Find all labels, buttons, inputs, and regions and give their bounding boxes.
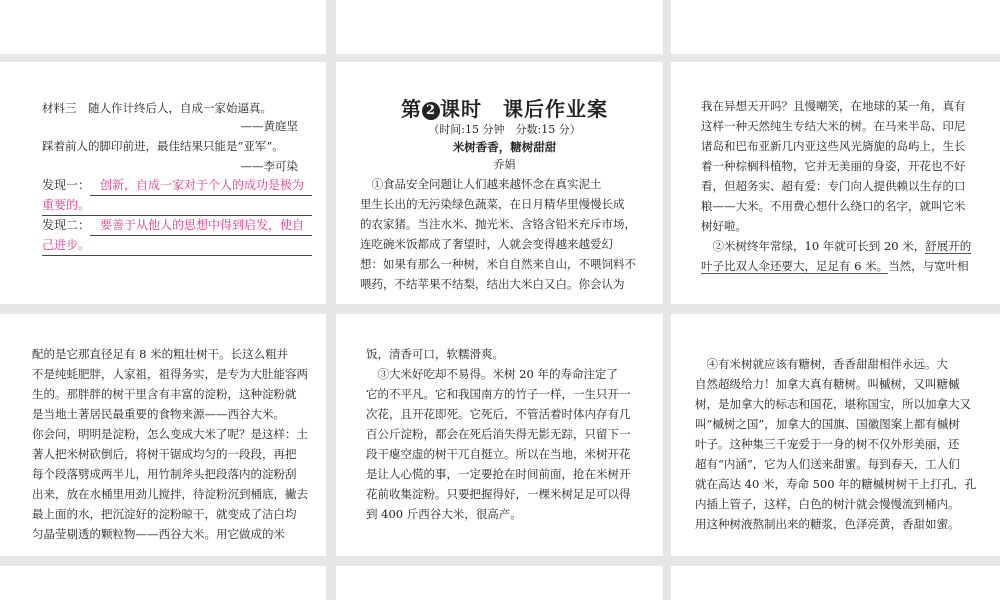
text-line: 最上面的水，把沉淀好的淀粉晾干，就变成了洁白均 (32, 507, 297, 521)
time-score-info: （时间:15 分钟 分数:15 分） (428, 123, 581, 136)
quote-source-li: ——李可染 (240, 159, 298, 173)
text-line: 花前收集淀粉。只要把握得好，一棵米树足足可以得 (366, 487, 631, 501)
text-line: 自然超级给力！加拿大真有糖树。叫槭树，又叫糖槭 (695, 377, 960, 391)
text-line: 匀晶莹剔透的颗粒物——西谷大米。用它做成的米 (32, 527, 285, 541)
text-line: 诸岛和巴布亚新几内亚这些风光旖旎的岛屿上，生长 (701, 139, 966, 153)
text-line: 著人把米树砍倒后，将树干锯成均匀的一段段，再把 (32, 447, 297, 461)
slide-thumbnail-rice-hard-to-get[interactable] (336, 314, 663, 556)
text-line: 着一种棕榈科植物，它并无美丽的身姿，开花也不好 (701, 159, 966, 173)
text-line: ④有米树就应该有糖树，香香甜甜相伴永远。大 (706, 357, 948, 371)
text-line: 它的不平凡。它和我国南方的竹子一样，一生只开一 (366, 387, 631, 401)
text-line: 超有“内涵”，它为人们送来甜蜜。每到春天，工人们 (695, 457, 960, 471)
text-line: 段干瘪空虚的树干兀自挺立。所以在当地，米树开花 (366, 447, 631, 461)
text-line: 饭，清香可口，软糯滑爽。 (366, 347, 504, 361)
article-author: 乔娟 (493, 158, 516, 171)
finding-one-cont (42, 196, 312, 216)
text-line: 这样一种天然纯生专结大米的树。在马来半岛、印尼 (701, 119, 966, 133)
slide-thumbnail-rice-tree-intro[interactable] (671, 62, 1000, 304)
quote-source-huang: ——黄庭坚 (240, 119, 298, 133)
slide-thumbnail-bottom-strip-2[interactable] (336, 566, 663, 600)
finding-two (42, 216, 312, 236)
material-quote-line: 材料三 随人作计终后人，自成一家始逼真。 (42, 101, 272, 115)
text-line: 树好啦。 (701, 219, 747, 233)
title-suffix: 课时 课后作业案 (440, 97, 608, 121)
article-title: 米树香香，糖树甜甜 (452, 140, 557, 154)
finding-two-cont (42, 236, 312, 256)
text-line: 次花，且开花即死。它死后，不管活着时体内存有几 (366, 407, 631, 421)
text-line: 连吃碗米饭都成了奢望时，人就会变得越来越爱幻 (360, 237, 613, 251)
finding-two-label: 发现二： (42, 218, 91, 232)
text-line: 是让人心慌的事，一定要抢在时间前面，抢在米树开 (366, 467, 631, 481)
lesson-number-badge: 2 (422, 102, 440, 120)
text-line: 出来，放在水桶里用劲儿搅拌，待淀粉沉到桶底，撇去 (32, 487, 308, 501)
text-line: 每个段落劈成两半儿，用竹制斧头把段落内的淀粉刮 (32, 467, 297, 481)
text-line: 想：如果有那么一种树，米自自然来自山，不喂饲料不 (360, 257, 636, 271)
text-line: 我在异想天开吗？且慢嘲笑，在地球的某一角，真有 (701, 99, 966, 113)
slide-thumbnail-top-strip-2[interactable] (336, 0, 663, 54)
text-line: ①食品安全问题让人们越来越怀念在真实泥土 (371, 177, 602, 191)
finding-two-answer: 要善于从他人的思想中得到启发，使自 (90, 216, 312, 236)
text-line: 粮——大米。不用费心想什么绕口的名字，就叫它米 (701, 199, 966, 213)
slide-thumbnail-rice-tree-trunk[interactable] (0, 314, 326, 556)
finding-one-label: 发现一： (42, 178, 91, 192)
text-line: 是当地土著居民最重要的食物来源——西谷大米。 (32, 407, 285, 421)
slide-thumbnail-material-three[interactable] (0, 62, 326, 304)
text-line: 用这种树液熬制出来的糖浆，色泽亮黄，香甜如蜜。 (695, 517, 960, 531)
text-line (701, 236, 990, 256)
text-line: 你会问，明明是淀粉，怎么变成大米了呢？是这样：土 (32, 427, 308, 441)
text-line (701, 256, 990, 276)
text-line: ③大米好吃却不易得。米树 20 年的寿命注定了 (377, 367, 618, 381)
text-line: 就在高达 40 米，寿命 500 年的糖槭树树干上打孔，孔 (695, 477, 977, 491)
text-line: 里生长出的无污染绿色蔬菜，在日月精华里慢慢长成 (360, 197, 625, 211)
text-line: 百公斤淀粉，都会在死后消失得无影无踪，只留下一 (366, 427, 631, 441)
text-line: 喂药，不结苹果不结梨，结出大米白又白。你会认为 (360, 277, 625, 291)
text-line: 叫“槭树之国”，加拿大的国旗、国徽图案上都有槭树 (695, 417, 960, 431)
slide-thumbnail-top-strip-3[interactable] (671, 0, 1000, 54)
text-segment: 当然，与宽叶相 (888, 259, 969, 273)
text-line: 生的。那胖胖的树干里含有丰富的淀粉，这种淀粉就 (32, 387, 297, 401)
underlined-text: 舒展开的 (925, 239, 972, 253)
text-line: 配的是它那直径足有 8 米的粗壮树干。长这么粗并 (32, 347, 289, 361)
text-line: 内插上管子，这样，白色的树汁就会慢慢流到桶内。 (695, 497, 960, 511)
text-line: 树，是加拿大的标志和国花，堪称国宝，所以加拿大又 (695, 397, 971, 411)
material-quote-line-2: 踩着前人的脚印前进，最佳结果只能是“亚军”。 (42, 139, 284, 153)
text-line: 看，但超务实、超有爱：专门向人提供赖以生存的口 (701, 179, 966, 193)
text-line: 到 400 斤西谷大米，很高产。 (366, 507, 522, 521)
finding-two-answer-cont: 己进步。 (42, 236, 312, 256)
finding-one (42, 176, 312, 196)
text-segment: ②米树终年常绿，10 年就可长到 20 米， (712, 239, 926, 253)
text-line: 的农家猪。当注水米、抛光米、含铬含铅米充斥市场， (360, 217, 636, 231)
slide-thumbnail-top-strip-1[interactable] (0, 0, 326, 54)
text-line: 不是纯蚝肥胖，人家祖，祖得务实，是专为大肚能容两 (32, 367, 308, 381)
finding-one-answer: 创新，自成一家对于个人的成功是极为 (90, 176, 312, 196)
slide-thumbnail-sugar-tree[interactable] (671, 314, 1000, 556)
finding-one-answer-cont: 重要的。 (42, 196, 312, 216)
title-prefix: 第 (401, 97, 422, 121)
slide-thumbnail-homework-title[interactable] (336, 62, 663, 304)
text-line: 叶子。这种集三千宠爱于一身的树不仅外形美丽，还 (695, 437, 960, 451)
lesson-title (360, 96, 649, 122)
slide-thumbnail-bottom-strip-3[interactable] (671, 566, 1000, 600)
slide-thumbnail-bottom-strip-1[interactable] (0, 566, 326, 600)
underlined-text: 叶子比双人伞还要大，足足有 6 米。 (701, 259, 889, 273)
